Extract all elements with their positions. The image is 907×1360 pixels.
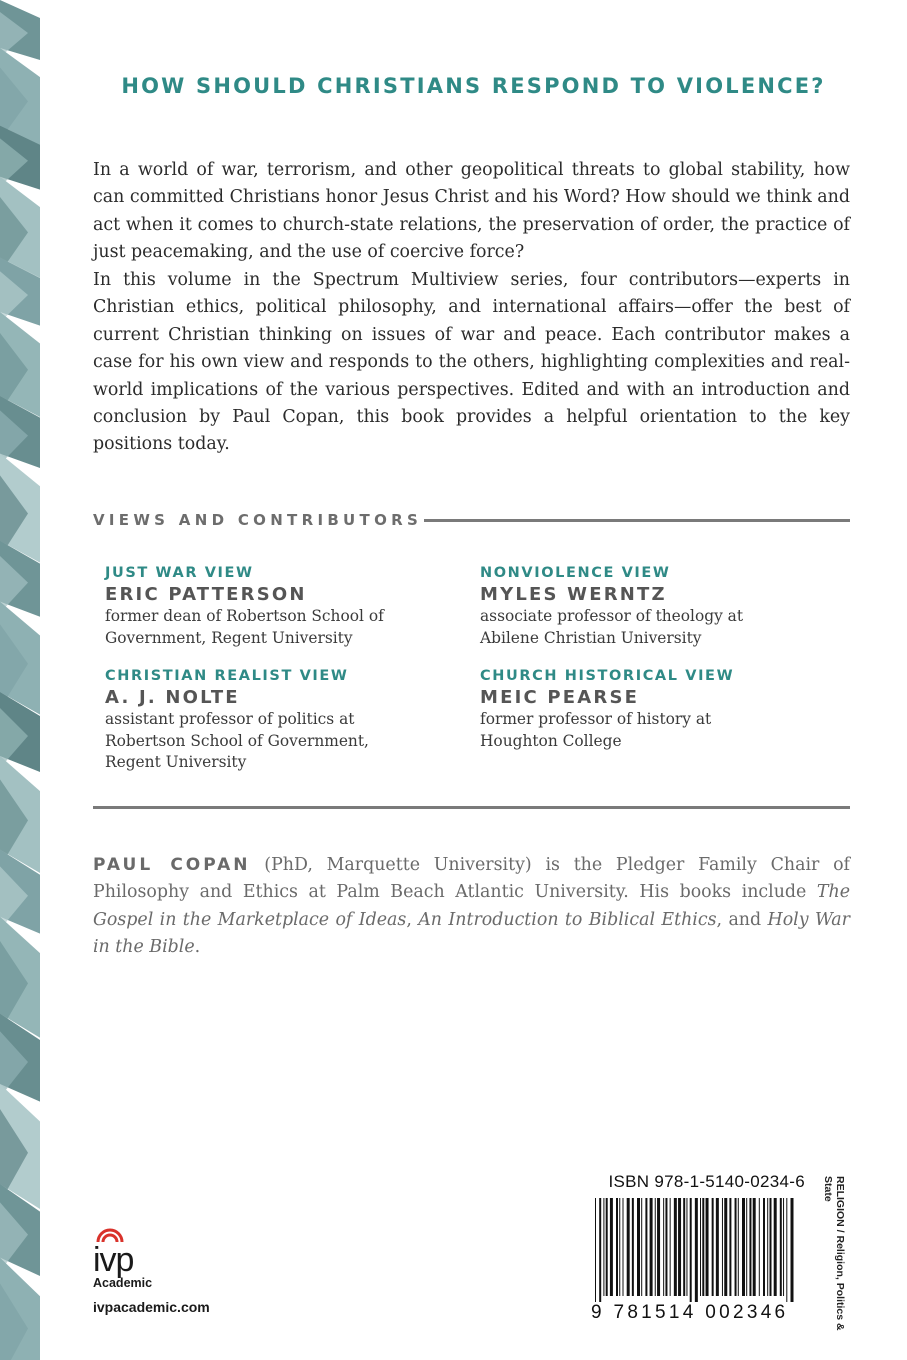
contributors-heading-label: VIEWS AND CONTRIBUTORS bbox=[93, 511, 423, 529]
editor-name: PAUL COPAN bbox=[93, 855, 251, 875]
desc-line: Houghton College bbox=[480, 731, 622, 750]
barcode-number: 9 781514 002346 bbox=[591, 1302, 789, 1323]
contributor-description bbox=[480, 606, 810, 649]
contributor-description bbox=[105, 606, 435, 649]
book-title: The Gospel in the Marketplace of Ideas bbox=[93, 882, 850, 930]
desc-line: former dean of Robertson School of bbox=[105, 607, 384, 625]
contributor-name: MYLES WERNTZ bbox=[480, 584, 667, 605]
divider bbox=[424, 519, 850, 522]
view-title: NONVIOLENCE VIEW bbox=[480, 565, 671, 581]
description-paragraph-1: In a world of war, terrorism, and other geopolitical threats to global stability, how can committed Christians honor Jesus Christ and his Word? How should we think and act when it comes to church-state relations, the preservation of order, the practice of just peacemaking, and the use of coercive force? bbox=[93, 160, 850, 263]
contributor-christian-realist bbox=[105, 666, 435, 774]
view-title: JUST WAR VIEW bbox=[105, 565, 254, 581]
desc-line: associate professor of theology at bbox=[480, 607, 744, 625]
publisher-logo bbox=[93, 1228, 233, 1315]
isbn-barcode bbox=[591, 1172, 811, 1332]
book-title: An Introduction to Biblical Ethics bbox=[418, 909, 717, 930]
desc-line: Robertson School of Government, bbox=[105, 731, 369, 750]
contributor-description bbox=[105, 709, 435, 774]
publisher-imprint: Academic bbox=[93, 1276, 153, 1290]
isbn-label: ISBN 978-1-5140-0234-6 bbox=[608, 1172, 805, 1191]
view-title: CHRISTIAN REALIST VIEW bbox=[105, 668, 349, 684]
contributor-church-historical bbox=[480, 666, 810, 752]
bio-text: . bbox=[194, 937, 201, 958]
book-title: Holy War in the Bible bbox=[93, 909, 850, 958]
publisher-url: ivpacademic.com bbox=[93, 1299, 210, 1315]
contributor-name: ERIC PATTERSON bbox=[105, 584, 307, 605]
headline: HOW SHOULD CHRISTIANS RESPOND TO VIOLENCE? bbox=[121, 74, 826, 98]
barcode-icon bbox=[591, 1198, 805, 1302]
editor-bio bbox=[93, 852, 850, 962]
divider bbox=[93, 806, 850, 809]
contributor-nonviolence bbox=[480, 563, 810, 649]
contributor-just-war bbox=[105, 563, 435, 649]
desc-line: Regent University bbox=[105, 753, 247, 771]
contributor-description bbox=[480, 709, 810, 752]
contributors-heading bbox=[93, 511, 850, 529]
description-paragraph-2: In this volume in the Spectrum Multiview series, four contributors—experts in Christian ethics, political philosophy, and international affairs—offer the best of current Christian thinking on issues of war and peace. Each contributor makes a case for his own view and responds to the others, highlighting complexities and real-world implications of the various perspectives. Edited and with an introduction and conclusion by Paul Copan, this book provides a helpful orientation to the key positions today. bbox=[93, 270, 850, 455]
cover-spine-pattern bbox=[0, 0, 40, 1360]
bio-text: (PhD, Marquette University) is the Pledger Family Chair of Philosophy and Ethics at Palm Beach Atlantic University. His books include bbox=[93, 855, 850, 903]
desc-line: Government, Regent University bbox=[105, 628, 353, 647]
desc-line: assistant professor of politics at bbox=[105, 710, 355, 728]
view-title: CHURCH HISTORICAL VIEW bbox=[480, 668, 735, 684]
bio-text: , and bbox=[716, 909, 768, 930]
contributor-name: A. J. NOLTE bbox=[105, 687, 240, 708]
desc-line: Abilene Christian University bbox=[480, 628, 702, 647]
contributor-name: MEIC PEARSE bbox=[480, 687, 640, 708]
bisac-category: RELIGION / Religion, Politics & State bbox=[822, 1176, 846, 1331]
bio-text: , bbox=[406, 909, 419, 930]
desc-line: former professor of history at bbox=[480, 710, 712, 728]
publisher-logo-text: ivp bbox=[93, 1241, 134, 1279]
